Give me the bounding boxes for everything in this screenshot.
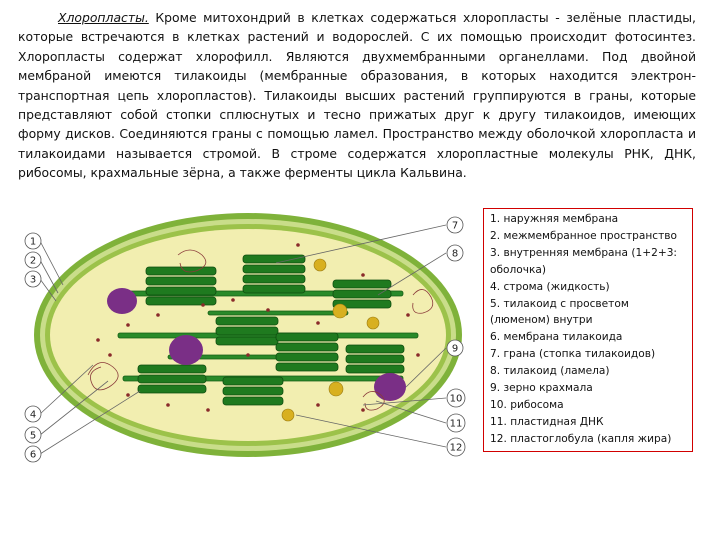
svg-text:7: 7 bbox=[451, 220, 459, 232]
legend-item-1: 1. наружняя мембрана bbox=[490, 213, 619, 225]
callout-11 bbox=[447, 414, 465, 432]
callout-5 bbox=[25, 427, 41, 443]
chloroplast-diagram bbox=[18, 205, 478, 475]
granum bbox=[223, 377, 283, 405]
legend-item-12: 12. пластоглобула (капля жира) bbox=[490, 432, 672, 445]
granum bbox=[333, 280, 391, 308]
lamella bbox=[208, 311, 348, 315]
svg-text:12: 12 bbox=[449, 442, 463, 454]
starch-grain bbox=[169, 335, 203, 365]
starch-grain bbox=[374, 373, 406, 401]
chloroplast-svg bbox=[18, 205, 478, 475]
legend-item-2: 2. межмембранное пространство bbox=[490, 229, 677, 242]
callout-7 bbox=[447, 217, 463, 233]
svg-text:2: 2 bbox=[29, 255, 37, 267]
legend-item-3: 3. внутренняя мембрана (1+2+3: оболочка) bbox=[490, 246, 678, 276]
starch-grain bbox=[107, 288, 137, 314]
callout-4 bbox=[25, 406, 41, 422]
paragraph-body: Кроме митохондрий в клетках содержаться хлоропласты - зелёные пластиды, которые встречаются в клетках растений и водорослей. С их помощью происходит фотосинтез. Хлоропласты содержат хлорофилл. Являются двухмембранными органеллами. Под двойной мембраной имеются тилакоиды (мембранные образования, в которых находится электрон-транспортная цепь хлоропластов). Тилакоиды высших растений группируются в граны, которые представляют собой стопки сплюснутых и тесно прижатых друг к другу тилакоидов, имеющих форму дисков. Соединяются граны с помощью ламел. Пространство между оболочкой хлоропласта и тилакоидами называется стромой. В строме содержатся хлоропластные молекулы РНК, ДНК, рибосомы, крахмальные зёрна, а также ферменты цикла Кальвина. bbox=[18, 10, 696, 181]
legend-item-7: 7. грана (стопка тилакоидов) bbox=[490, 348, 656, 361]
legend-box bbox=[483, 208, 693, 452]
callout-6 bbox=[25, 446, 41, 462]
callout-8 bbox=[447, 245, 463, 261]
legend-item-9: 9. зерно крахмала bbox=[490, 382, 593, 395]
callout-1 bbox=[25, 233, 41, 249]
paragraph-lead-term: Хлоропласты. bbox=[58, 10, 149, 25]
callout-3 bbox=[25, 271, 41, 287]
svg-text:3: 3 bbox=[29, 274, 37, 286]
callout-9 bbox=[447, 340, 463, 356]
legend-item-10: 10. рибосома bbox=[490, 398, 564, 411]
granum bbox=[346, 345, 404, 373]
description-paragraph bbox=[18, 8, 696, 183]
granum bbox=[138, 365, 206, 393]
granum bbox=[216, 317, 278, 345]
svg-text:1: 1 bbox=[29, 236, 37, 248]
legend-item-5: 5. тилакоид с просветом (люменом) внутри bbox=[490, 297, 629, 327]
legend-item-8: 8. тилакоид (ламела) bbox=[490, 365, 610, 378]
callout-12 bbox=[447, 438, 465, 456]
svg-text:6: 6 bbox=[29, 449, 37, 461]
svg-text:9: 9 bbox=[451, 343, 459, 355]
svg-text:5: 5 bbox=[29, 430, 37, 442]
legend-item-6: 6. мембрана тилакоида bbox=[490, 331, 623, 344]
callout-2 bbox=[25, 252, 41, 268]
legend-item-11: 11. пластидная ДНК bbox=[490, 415, 604, 428]
svg-text:8: 8 bbox=[451, 248, 459, 260]
callout-10 bbox=[447, 389, 465, 407]
legend-item-4: 4. строма (жидкость) bbox=[490, 280, 610, 293]
svg-text:4: 4 bbox=[29, 409, 37, 421]
svg-text:11: 11 bbox=[449, 418, 463, 430]
svg-text:10: 10 bbox=[449, 393, 463, 405]
